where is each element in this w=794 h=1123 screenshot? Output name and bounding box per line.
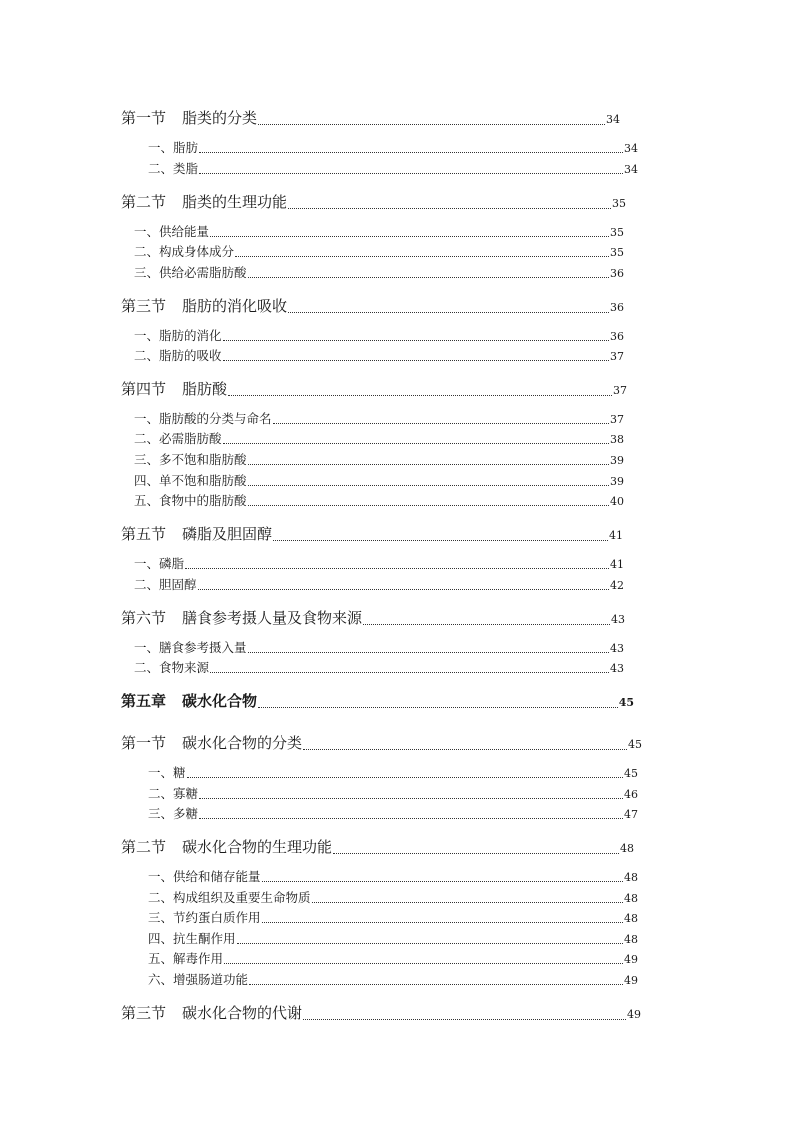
toc-page-number: 48 (624, 933, 638, 946)
toc-entry-number: 五、 (148, 951, 174, 966)
toc-entry-number: 二、 (134, 431, 160, 446)
dot-leader (185, 568, 609, 569)
toc-entry-number: 三、 (134, 265, 160, 280)
dot-leader (262, 881, 623, 882)
toc-page-number: 34 (624, 142, 638, 155)
toc-page-number: 36 (610, 301, 624, 314)
toc-page-number: 37 (613, 384, 627, 397)
toc-entry-number: 第三节 (121, 297, 167, 315)
toc-entry-number: 一、 (148, 140, 174, 155)
dot-leader (248, 505, 609, 506)
toc-entry-number: 二、 (148, 161, 174, 176)
toc-entry-title: 脂肪的消化 (159, 328, 222, 343)
toc-entry-sub (134, 658, 624, 676)
toc-page-number: 45 (624, 767, 638, 780)
toc-entry-sub (134, 222, 624, 240)
dot-leader (199, 152, 623, 153)
toc-entry-number: 一、 (148, 869, 174, 884)
dot-leader (303, 1019, 626, 1020)
dot-leader (199, 173, 623, 174)
toc-page-number: 38 (610, 433, 624, 446)
toc-entry-title: 寡糖 (173, 786, 199, 801)
toc-entry-title: 增强肠道功能 (173, 972, 249, 987)
toc-entry-number: 第一节 (121, 109, 167, 127)
toc-page-number: 34 (606, 113, 620, 126)
toc-page-number: 49 (624, 974, 638, 987)
toc-entry-number: 三、 (148, 806, 174, 821)
dot-leader (262, 922, 623, 923)
toc-entry-sub (148, 908, 638, 926)
toc-entry-title: 脂肪 (173, 140, 199, 155)
toc-entry-sub (134, 491, 624, 509)
toc-entry-section (121, 732, 642, 753)
toc-entry-sub (148, 804, 638, 822)
toc-entry-number: 五、 (134, 493, 160, 508)
toc-entry-sub (148, 784, 638, 802)
dot-leader (210, 236, 609, 237)
toc-entry-title: 脂肪酸的分类与命名 (159, 411, 272, 426)
toc-entry-number: 一、 (134, 328, 160, 343)
toc-entry-sub (148, 888, 638, 906)
toc-entry-number: 第五章 (121, 692, 167, 710)
toc-entry-number: 四、 (134, 473, 160, 488)
toc-entry-number: 第三节 (121, 1004, 167, 1022)
toc-page-number: 39 (610, 454, 624, 467)
toc-entry-section (121, 523, 623, 544)
dot-leader (199, 798, 623, 799)
toc-page-number: 48 (624, 892, 638, 905)
toc-entry-chapter (121, 690, 634, 711)
dot-leader (248, 652, 609, 653)
toc-entry-title: 构成组织及重要生命物质 (173, 890, 311, 905)
toc-entry-number: 三、 (134, 452, 160, 467)
toc-page-number: 41 (609, 529, 623, 542)
toc-entry-title: 磷脂 (159, 556, 185, 571)
toc-entry-sub (134, 638, 624, 656)
dot-leader (363, 624, 610, 625)
dot-leader (303, 749, 627, 750)
toc-page-number: 48 (624, 912, 638, 925)
toc-entry-title: 食物中的脂肪酸 (159, 493, 247, 508)
toc-entry-number: 第一节 (121, 734, 167, 752)
dot-leader (312, 902, 623, 903)
toc-entry-sub (134, 326, 624, 344)
toc-entry-title: 碳水化合物的生理功能 (182, 838, 333, 856)
dot-leader (223, 340, 609, 341)
toc-entry-sub (134, 575, 624, 593)
dot-leader (288, 312, 609, 313)
toc-page-number: 35 (612, 197, 626, 210)
toc-page-number: 35 (610, 246, 624, 259)
toc-entry-sub (148, 867, 638, 885)
toc-page-number: 43 (610, 642, 624, 655)
toc-entry-number: 一、 (134, 224, 160, 239)
toc-entry-title: 类脂 (173, 161, 199, 176)
toc-entry-title: 脂肪的吸收 (159, 348, 222, 363)
dot-leader (249, 984, 623, 985)
toc-entry-number: 第六节 (121, 609, 167, 627)
toc-entry-sub (148, 138, 638, 156)
toc-entry-title: 供给能量 (159, 224, 210, 239)
toc-entry-sub (134, 554, 624, 572)
toc-page-number: 37 (610, 350, 624, 363)
toc-page-number: 48 (624, 871, 638, 884)
toc-page-number: 47 (624, 808, 638, 821)
dot-leader (228, 395, 612, 396)
toc-entry-number: 二、 (134, 577, 160, 592)
toc-entry-title: 食物来源 (159, 660, 210, 675)
dot-leader (237, 943, 623, 944)
toc-page-number: 43 (610, 662, 624, 675)
toc-page-number: 42 (610, 579, 624, 592)
toc-entry-title: 供给和储存能量 (173, 869, 261, 884)
toc-entry-title: 胆固醇 (159, 577, 197, 592)
toc-entry-title: 碳水化合物的代谢 (182, 1004, 303, 1022)
toc-entry-title: 膳食参考摄入量 (159, 640, 247, 655)
toc-entry-title: 单不饱和脂肪酸 (159, 473, 247, 488)
dot-leader (198, 589, 609, 590)
toc-entry-number: 一、 (148, 765, 174, 780)
dot-leader (199, 818, 623, 819)
toc-page-number: 37 (610, 413, 624, 426)
toc-entry-sub (134, 346, 624, 364)
toc-entry-sub (148, 929, 638, 947)
toc-page-number: 45 (618, 696, 634, 709)
toc-page-number: 36 (610, 330, 624, 343)
toc-entry-number: 四、 (148, 931, 174, 946)
dot-leader (258, 124, 605, 125)
toc-entry-sub (148, 159, 638, 177)
dot-leader (248, 277, 609, 278)
toc-page-number: 46 (624, 788, 638, 801)
dot-leader (235, 256, 609, 257)
toc-entry-number: 一、 (134, 411, 160, 426)
toc-entry-sub (134, 409, 624, 427)
dot-leader (223, 443, 609, 444)
toc-entry-section (121, 107, 620, 128)
toc-page-number: 39 (610, 475, 624, 488)
toc-entry-sub (134, 450, 624, 468)
toc-entry-title: 多糖 (173, 806, 199, 821)
toc-entry-sub (134, 242, 624, 260)
toc-entry-number: 二、 (134, 348, 160, 363)
toc-entry-title: 必需脂肪酸 (159, 431, 222, 446)
toc-entry-title: 膳食参考摄人量及食物来源 (182, 609, 363, 627)
toc-page-number: 40 (610, 495, 624, 508)
toc-entry-title: 碳水化合物的分类 (182, 734, 303, 752)
toc-page-number: 35 (610, 226, 624, 239)
toc-entry-title: 供给必需脂肪酸 (159, 265, 247, 280)
toc-entry-number: 第二节 (121, 838, 167, 856)
toc-entry-title: 磷脂及胆固醇 (182, 525, 273, 543)
toc-entry-title: 多不饱和脂肪酸 (159, 452, 247, 467)
toc-entry-section (121, 378, 627, 399)
toc-entry-section (121, 836, 634, 857)
dot-leader (288, 208, 611, 209)
toc-entry-title: 脂肪酸 (182, 380, 228, 398)
toc-entry-section (121, 607, 625, 628)
toc-entry-title: 脂类的分类 (182, 109, 258, 127)
toc-entry-sub (148, 763, 638, 781)
dot-leader (258, 707, 618, 708)
toc-entry-number: 第五节 (121, 525, 167, 543)
toc-entry-number: 二、 (134, 660, 160, 675)
dot-leader (210, 672, 609, 673)
toc-entry-sub (134, 471, 624, 489)
toc-entry-title: 抗生酮作用 (173, 931, 236, 946)
toc-page-number: 36 (610, 267, 624, 280)
toc-entry-title: 节约蛋白质作用 (173, 910, 261, 925)
toc-entry-number: 第二节 (121, 193, 167, 211)
dot-leader (273, 540, 608, 541)
dot-leader (187, 777, 623, 778)
dot-leader (333, 853, 619, 854)
toc-entry-number: 三、 (148, 910, 174, 925)
toc-entry-sub (148, 970, 638, 988)
dot-leader (224, 963, 623, 964)
toc-entry-number: 一、 (134, 640, 160, 655)
toc-entry-title: 糖 (173, 765, 186, 780)
dot-leader (223, 360, 609, 361)
toc-page-number: 43 (611, 613, 625, 626)
toc-page-number: 48 (620, 842, 634, 855)
toc-page-number: 41 (610, 558, 624, 571)
toc-entry-title: 碳水化合物 (182, 692, 258, 710)
toc-entry-sub (134, 263, 624, 281)
toc-page-number: 45 (628, 738, 642, 751)
toc-entry-section (121, 1002, 641, 1023)
toc-entry-number: 一、 (134, 556, 160, 571)
toc-entry-title: 构成身体成分 (159, 244, 235, 259)
toc-entry-sub (148, 949, 638, 967)
toc-page-number: 49 (627, 1008, 641, 1021)
dot-leader (273, 423, 609, 424)
toc-entry-title: 解毒作用 (173, 951, 224, 966)
toc-entry-sub (134, 429, 624, 447)
toc-entry-number: 二、 (148, 890, 174, 905)
toc-page-number: 49 (624, 953, 638, 966)
toc-entry-number: 二、 (148, 786, 174, 801)
toc-entry-title: 脂类的生理功能 (182, 193, 288, 211)
toc-page-number: 34 (624, 163, 638, 176)
toc-entry-section (121, 295, 624, 316)
toc-entry-number: 六、 (148, 972, 174, 987)
toc-entry-number: 二、 (134, 244, 160, 259)
toc-entry-number: 第四节 (121, 380, 167, 398)
dot-leader (248, 485, 609, 486)
dot-leader (248, 464, 609, 465)
toc-entry-title: 脂肪的消化吸收 (182, 297, 288, 315)
toc-entry-section (121, 191, 626, 212)
